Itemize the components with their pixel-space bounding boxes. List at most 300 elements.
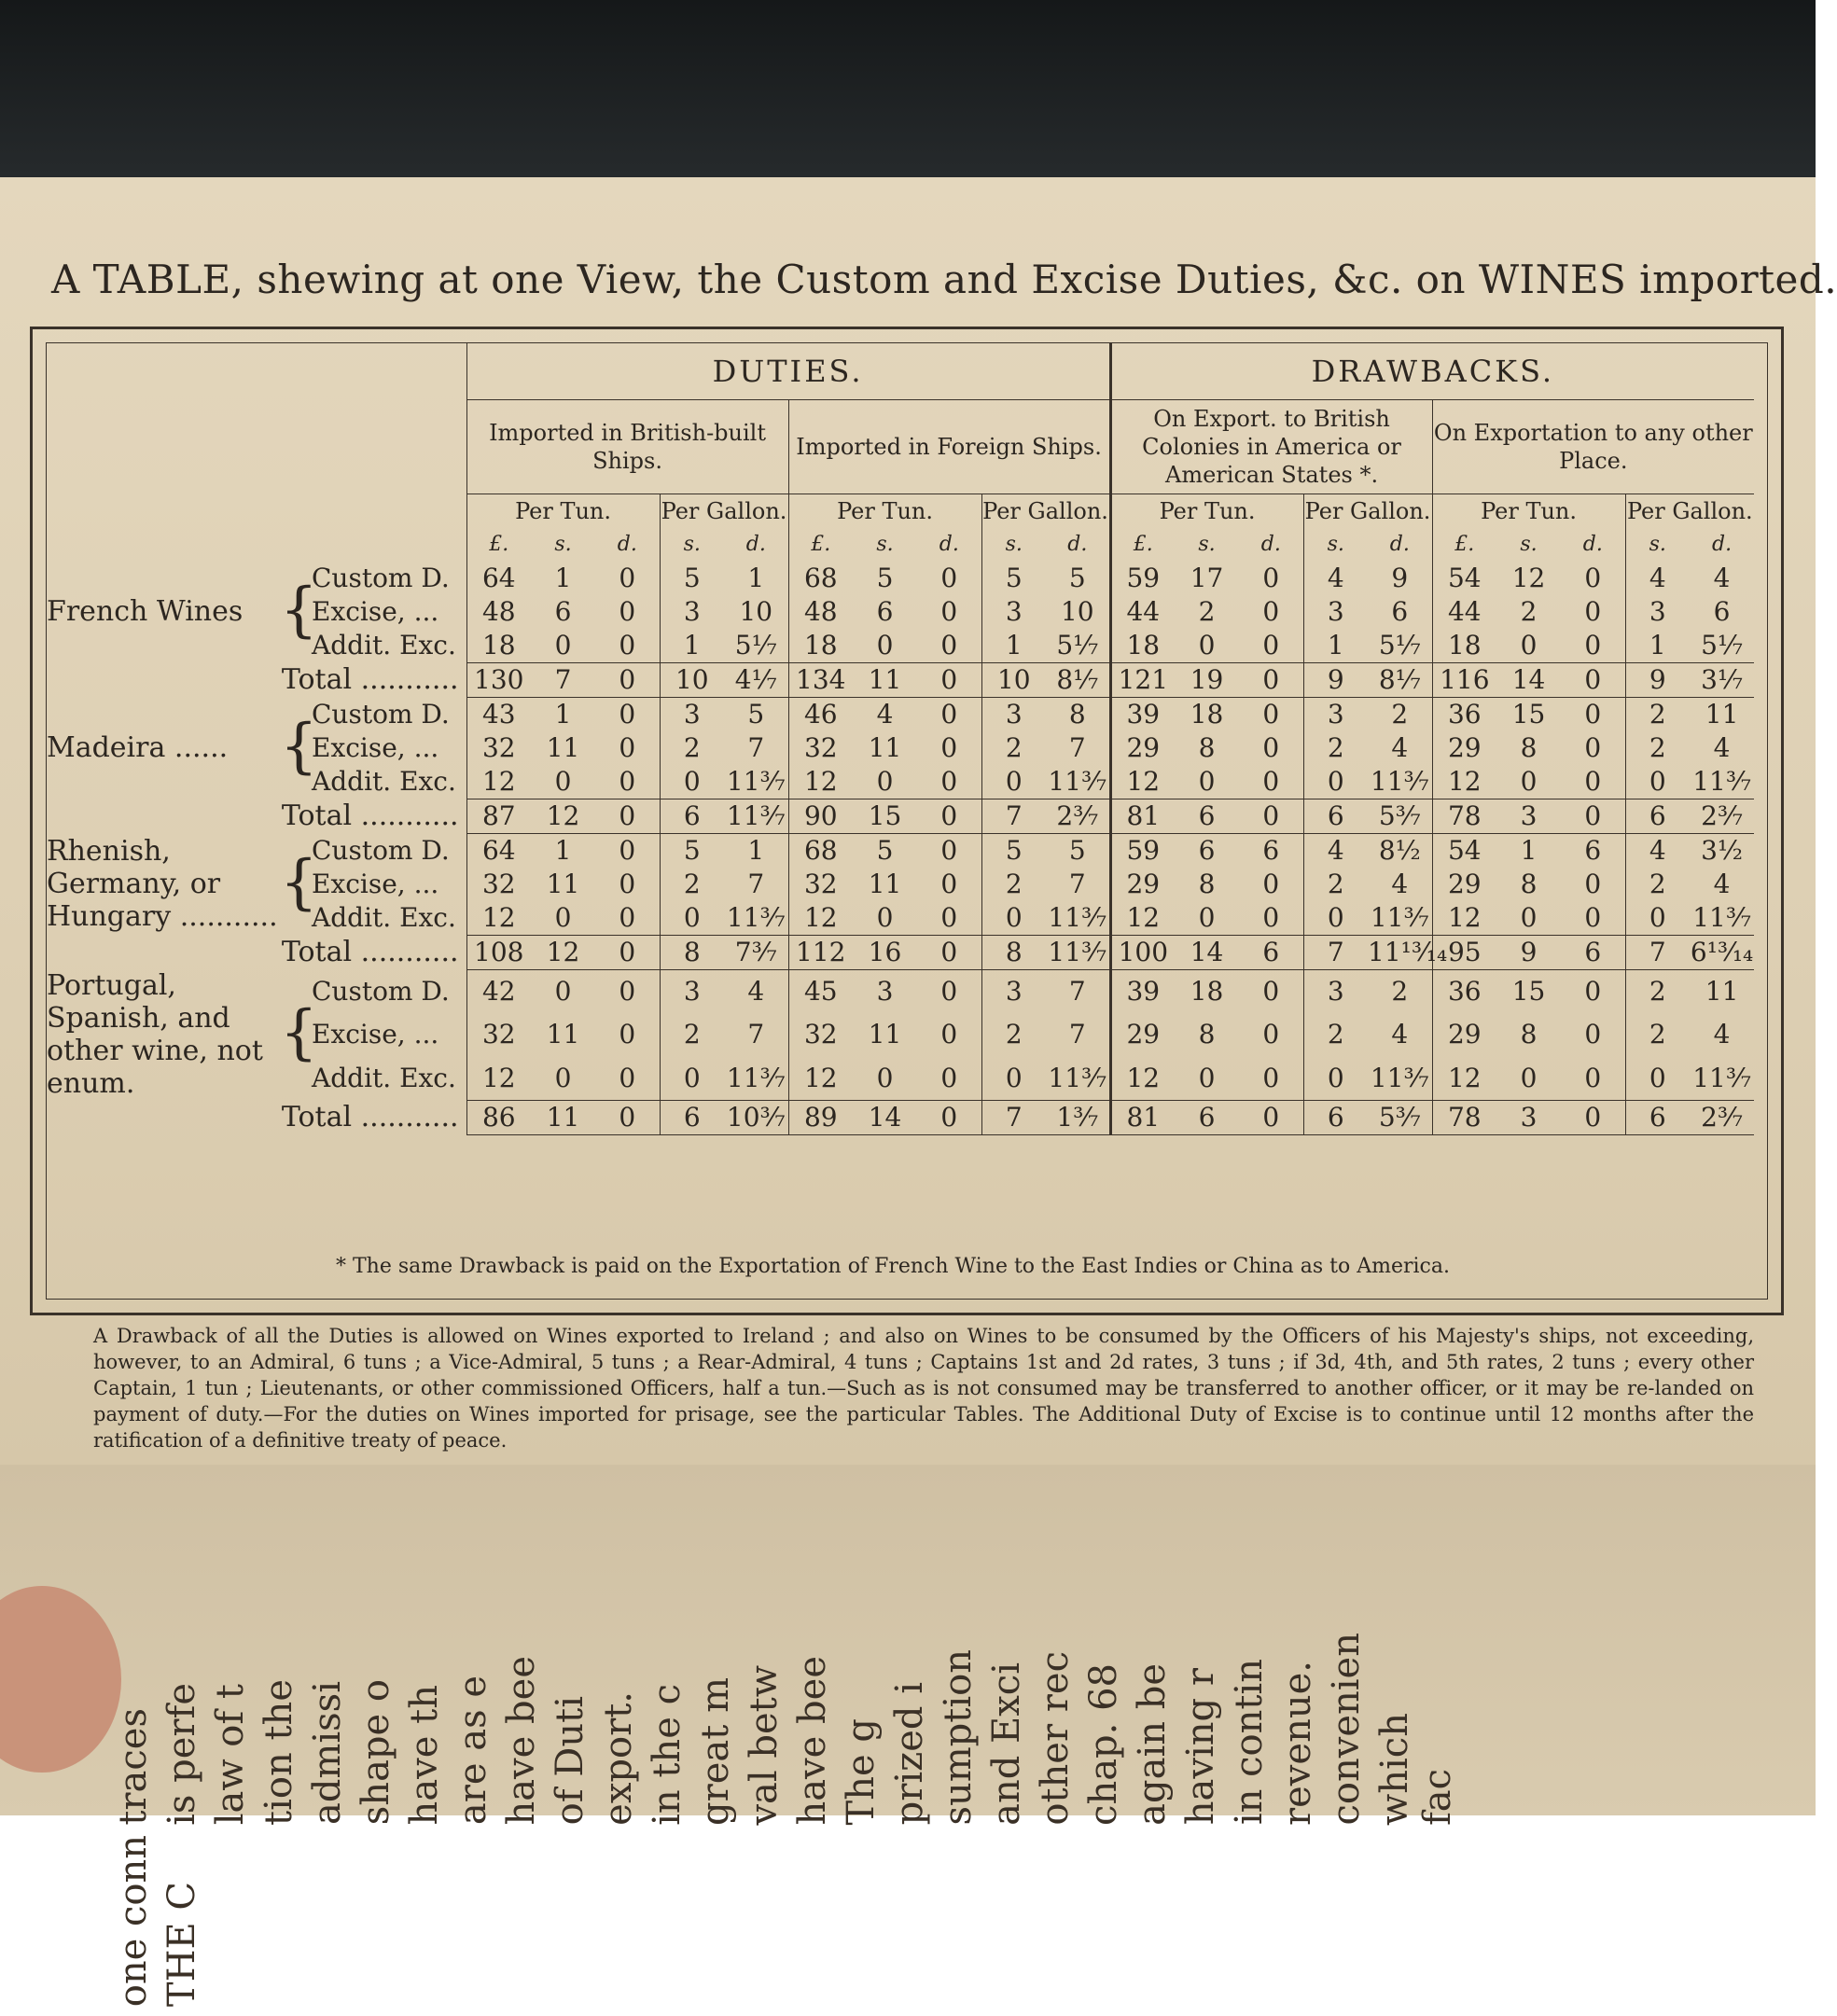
next-page-line: have th [403, 1685, 446, 1826]
table-cell: 39 [1110, 969, 1175, 1013]
table-cell: 8 [1198, 732, 1216, 763]
table-cell: 11³⁄₇ [1048, 766, 1107, 797]
unit-letter: d. [1712, 533, 1733, 556]
table-cell: 11 [868, 1019, 902, 1050]
table-cell: 0 [619, 732, 636, 763]
table-cell: 6 [1584, 835, 1602, 866]
table-cell: 0 [876, 766, 894, 797]
total-cell: 0 [595, 662, 660, 697]
table-cell: 0 [940, 596, 958, 627]
duty-item-label: Addit. Exc. [312, 1063, 456, 1094]
table-cell: 11³⁄₇ [726, 766, 786, 797]
table-cell: 4 [1391, 732, 1409, 763]
table-cell: 11 [868, 732, 902, 763]
table-cell: 0 [1625, 901, 1690, 936]
table-cell: 0 [940, 1062, 958, 1093]
unit-letter: s. [1625, 528, 1690, 562]
total-cell: 10 [981, 662, 1046, 697]
table-row [47, 562, 1754, 595]
table-cell: 0 [940, 902, 958, 933]
table-cell: 18 [1190, 976, 1224, 1008]
table-cell: 0 [1262, 732, 1280, 763]
table-cell: 7 [747, 869, 765, 899]
total-cell: 6 [660, 799, 724, 833]
table-cell: 0 [619, 699, 636, 730]
table-cell: 12 [1432, 901, 1496, 936]
total-cell: 0 [917, 935, 981, 969]
table-cell: 54 [1432, 562, 1496, 595]
unit-per-tun: Per Tun. [788, 494, 981, 528]
table-cell: 7 [1068, 869, 1086, 899]
total-cell: 0 [1239, 1100, 1303, 1134]
table-cell: 0 [940, 766, 958, 797]
table-cell: 59 [1110, 833, 1175, 868]
table-cell: 6 [1198, 835, 1216, 866]
table-cell: 29 [1110, 731, 1175, 765]
unit-letter: d. [1260, 533, 1281, 556]
table-cell: 0 [619, 869, 636, 899]
total-cell: 3 [1496, 1100, 1561, 1134]
table-cell: 0 [940, 835, 958, 866]
total-cell: 1³⁄₇ [1046, 1100, 1110, 1134]
table-cell: 3 [981, 697, 1046, 731]
total-cell: 134 [788, 662, 853, 697]
total-cell: 0 [917, 1100, 981, 1134]
total-cell: 14 [1496, 662, 1561, 697]
next-page-line: other rec [1034, 1650, 1077, 1826]
table-cell: 4 [1713, 869, 1731, 899]
table-cell: 68 [788, 562, 853, 595]
table-cell: 2 [1625, 1013, 1690, 1056]
total-cell: 19 [1175, 662, 1239, 697]
table-cell: 0 [1584, 869, 1602, 899]
table-cell: 5 [981, 833, 1046, 868]
brace: { [280, 711, 318, 781]
total-cell: 5³⁄₇ [1368, 799, 1432, 833]
table-cell: 0 [876, 630, 894, 660]
table-cell: 0 [619, 902, 636, 933]
table-cell: 29 [1432, 731, 1496, 765]
table-cell: 12 [466, 901, 531, 936]
table-cell: 0 [1520, 1062, 1538, 1093]
table-cell: 0 [1198, 1062, 1216, 1093]
table-cell: 0 [1303, 765, 1368, 799]
table-cell: 29 [1110, 1013, 1175, 1056]
total-cell: 5³⁄₇ [1368, 1100, 1432, 1134]
next-page-line: convenien [1325, 1633, 1368, 1826]
unit-per-tun: Per Tun. [1432, 494, 1625, 528]
table-cell: 11 [546, 1019, 580, 1050]
table-cell: 1 [554, 563, 572, 593]
next-page-line: THE C [160, 1881, 203, 2007]
total-cell: 81 [1110, 799, 1175, 833]
table-cell: 5 [660, 562, 724, 595]
wine-name: Portugal, Spanish, and other wine, not enum. [47, 969, 263, 1100]
brace: { [280, 575, 318, 645]
wine-name: Madeira ...... [47, 731, 229, 764]
subheader-foreign-ships: Imported in Foreign Ships. [788, 400, 1110, 494]
table-cell: 0 [1584, 596, 1602, 627]
next-page-line: chap. 68 [1082, 1662, 1125, 1826]
table-cell: 4 [1713, 732, 1731, 763]
table-cell: 2 [1625, 697, 1690, 731]
table-cell: 2 [660, 731, 724, 765]
table-cell: 39 [1110, 697, 1175, 731]
table-cell: 4 [1713, 1019, 1731, 1050]
table-cell: 12 [788, 765, 853, 799]
table-cell: 3 [1303, 969, 1368, 1013]
table-cell: 5⅐ [1056, 630, 1099, 660]
total-cell: 11³⁄₇ [724, 799, 788, 833]
unit-per-gallon: Per Gallon. [981, 494, 1110, 528]
total-cell: 6 [1561, 935, 1625, 969]
total-cell: 9 [1303, 662, 1368, 697]
table-cell: 1 [981, 629, 1046, 663]
table-cell: 11³⁄₇ [1048, 1062, 1107, 1093]
total-cell: 6¹³⁄₁₄ [1690, 937, 1754, 967]
table-cell: 0 [1584, 563, 1602, 593]
total-cell: 121 [1110, 662, 1175, 697]
total-cell: 6 [660, 1100, 724, 1134]
table-cell: 11 [546, 732, 580, 763]
table-cell: 4 [1625, 562, 1690, 595]
table-cell: 0 [1198, 630, 1216, 660]
next-page-line: revenue. [1276, 1660, 1319, 1826]
total-cell: 78 [1432, 799, 1496, 833]
table-cell: 54 [1432, 833, 1496, 868]
table-cell: 0 [1584, 732, 1602, 763]
dark-background [0, 0, 1816, 177]
unit-per-tun: Per Tun. [1110, 494, 1303, 528]
table-cell: 2 [981, 1013, 1046, 1056]
total-cell: 8 [981, 935, 1046, 969]
duty-item-label: Excise, ... [312, 1019, 439, 1050]
table-cell: 0 [554, 766, 572, 797]
unit-letter: d. [939, 533, 959, 556]
total-cell: 10 [660, 662, 724, 697]
table-cell: 1 [1520, 835, 1538, 866]
duty-item-label: Excise, ... [312, 869, 439, 899]
table-cell: 18 [1190, 699, 1224, 730]
table-cell: 0 [619, 1019, 636, 1050]
unit-letter: s. [660, 528, 724, 562]
table-cell: 0 [1262, 1019, 1280, 1050]
table-cell: 0 [619, 766, 636, 797]
table-cell: 8 [1520, 1019, 1538, 1050]
table-cell: 11³⁄₇ [1370, 902, 1429, 933]
next-page-line: and Exci [985, 1661, 1028, 1826]
unit-per-tun: Per Tun. [466, 494, 660, 528]
wine-name: Rhenish, Germany, or Hungary ........... [47, 835, 278, 933]
table-cell: 36 [1432, 969, 1496, 1013]
table-cell: 12 [1432, 765, 1496, 799]
table-cell: 5 [876, 835, 894, 866]
wine-name: French Wines [47, 595, 244, 629]
total-cell: 81 [1110, 1100, 1175, 1134]
unit-letter: s. [876, 533, 894, 556]
table-cell: 1 [554, 835, 572, 866]
table-cell: 0 [619, 976, 636, 1008]
table-cell: 1 [1625, 629, 1690, 663]
unit-per-gallon: Per Gallon. [660, 494, 788, 528]
table-cell: 4 [1391, 1019, 1409, 1050]
duty-item-label: Addit. Exc. [312, 630, 456, 661]
table-cell: 12 [788, 1056, 853, 1100]
table-row [47, 969, 1754, 1013]
table-cell: 32 [466, 1013, 531, 1056]
unit-letter: £. [1432, 528, 1496, 562]
table-cell: 36 [1432, 697, 1496, 731]
table-cell: 0 [1262, 596, 1280, 627]
unit-letter: s. [554, 533, 572, 556]
total-cell: 10³⁄₇ [724, 1100, 788, 1134]
total-cell: 12 [531, 935, 595, 969]
total-cell: 15 [853, 799, 917, 833]
table-cell: 3 [981, 969, 1046, 1013]
table-cell: 0 [940, 630, 958, 660]
table-cell: 5⅐ [734, 630, 777, 660]
total-label: Total ........... [281, 663, 459, 696]
next-page-line: sumption [937, 1648, 980, 1826]
next-page-line: in the c [646, 1683, 689, 1826]
next-page-line: is perfe [160, 1682, 203, 1826]
table-cell: 8 [1068, 699, 1086, 730]
total-label: Total ........... [281, 1101, 459, 1133]
unit-per-gallon: Per Gallon. [1303, 494, 1432, 528]
table-cell: 7 [1068, 1019, 1086, 1050]
table-row [47, 697, 1754, 731]
table-cell: 11 [546, 869, 580, 899]
table-cell: 12 [1110, 765, 1175, 799]
total-cell: 130 [466, 662, 531, 697]
total-cell: 3⅐ [1690, 662, 1754, 697]
unit-letter: s. [1520, 533, 1538, 556]
total-cell: 6 [1625, 1100, 1690, 1134]
table-cell: 59 [1110, 562, 1175, 595]
brace: { [280, 847, 318, 917]
next-page-line: have bee [791, 1655, 834, 1826]
table-cell: 32 [466, 868, 531, 901]
table-cell: 8½ [1378, 835, 1421, 866]
total-cell: 0 [1561, 662, 1625, 697]
table-cell: 5 [981, 562, 1046, 595]
total-cell: 0 [595, 799, 660, 833]
table-cell: 0 [1584, 766, 1602, 797]
table-cell: 0 [619, 1062, 636, 1093]
table-cell: 0 [554, 630, 572, 660]
total-cell: 0 [1239, 662, 1303, 697]
table-cell: 7 [1068, 732, 1086, 763]
total-cell: 0 [1561, 799, 1625, 833]
total-cell: 0 [595, 1100, 660, 1134]
drawback-note: A Drawback of all the Duties is allowed on Wines exported to Ireland ; and also on Wines to be consumed by the Officers of his Majesty's ships, not exceeding, however, to an Admiral, 6 tuns ; a Vice-Admiral, 5 tuns ; a Rear-Admiral, 4 tuns ; Captains 1st and 2d rates, 3 tuns ; if 3d, 4th, and 5th rates, 2 tuns ; every other Captain, 1 tun ; Lieutenants, or other commissioned Officers, half a tun.—Such as is not consumed may be transferred to another officer, or it may be re-landed on payment of duty.—For the duties on Wines imported for prisage, see the particular Tables. The Additional Duty of Excise is to continue until 12 months after the ratification of a definitive treaty of peace. [93, 1325, 1754, 1452]
table-cell: 0 [1198, 902, 1216, 933]
table-cell: 2 [981, 868, 1046, 901]
table-cell: 1 [747, 563, 765, 593]
table-cell: 46 [788, 697, 853, 731]
duty-item-label: Addit. Exc. [312, 766, 456, 798]
table-cell: 2 [660, 1013, 724, 1056]
total-cell: 7 [981, 799, 1046, 833]
unit-letter: s. [1198, 533, 1216, 556]
table-cell: 4 [1303, 833, 1368, 868]
duties-header: DUTIES. [466, 343, 1110, 400]
table-cell: 6 [1262, 835, 1280, 866]
total-cell: 0 [1561, 1100, 1625, 1134]
table-cell: 7 [747, 732, 765, 763]
unit-per-gallon: Per Gallon. [1625, 494, 1754, 528]
table-cell: 6 [554, 596, 572, 627]
total-cell: 7 [1303, 935, 1368, 969]
table-cell: 29 [1432, 1013, 1496, 1056]
table-cell: 2 [1625, 969, 1690, 1013]
table-cell: 5⅐ [1701, 630, 1744, 660]
table-cell: 32 [788, 1013, 853, 1056]
table-cell: 11³⁄₇ [1692, 766, 1751, 797]
table-cell: 3 [1625, 595, 1690, 629]
table-cell: 0 [981, 765, 1046, 799]
total-cell: 14 [853, 1100, 917, 1134]
table-cell: 0 [1584, 699, 1602, 730]
next-page-line: shape o [355, 1679, 397, 1826]
table-cell: 0 [1625, 1056, 1690, 1100]
total-row [47, 799, 1754, 833]
table-cell: 12 [466, 765, 531, 799]
wine-duties-table [47, 343, 1754, 1135]
table-cell: 12 [1511, 563, 1546, 593]
next-page-line: one conn [112, 1834, 155, 2007]
total-cell: 4⅐ [724, 662, 788, 697]
table-cell: 2 [1391, 976, 1409, 1008]
table-cell: 0 [1584, 1062, 1602, 1093]
table-cell: 2 [1303, 731, 1368, 765]
table-cell: 0 [1625, 765, 1690, 799]
table-cell: 0 [940, 1019, 958, 1050]
table-cell: 12 [1432, 1056, 1496, 1100]
unit-letter: s. [981, 528, 1046, 562]
next-page-line: again be [1131, 1662, 1174, 1826]
drawbacks-header: DRAWBACKS. [1110, 343, 1754, 400]
table-cell: 6 [1391, 596, 1409, 627]
table-cell: 18 [788, 629, 853, 663]
table-cell: 2 [660, 868, 724, 901]
next-page-line: have bee [500, 1655, 543, 1826]
table-cell: 0 [619, 630, 636, 660]
table-cell: 0 [660, 1056, 724, 1100]
table-cell: 0 [940, 699, 958, 730]
table-cell: 43 [466, 697, 531, 731]
table-cell: 1 [747, 835, 765, 866]
table-cell: 3½ [1701, 835, 1744, 866]
total-cell: 6 [1303, 799, 1368, 833]
duty-item-label: Custom D. [312, 975, 450, 1007]
table-cell: 8 [1198, 869, 1216, 899]
total-cell: 9 [1496, 935, 1561, 969]
table-cell: 5⅐ [1378, 630, 1421, 660]
unit-letter: d. [1389, 533, 1410, 556]
duty-item-label: Custom D. [312, 834, 450, 866]
table-cell: 3 [1303, 595, 1368, 629]
duty-item-label: Excise, ... [312, 732, 439, 763]
total-cell: 6 [1175, 799, 1239, 833]
table-cell: 17 [1190, 563, 1224, 593]
table-cell: 0 [619, 835, 636, 866]
total-cell: 100 [1110, 935, 1175, 969]
table-cell: 48 [466, 595, 531, 629]
table-cell: 5 [876, 563, 894, 593]
table-cell: 11 [868, 869, 902, 899]
next-page-line: The g [840, 1718, 883, 1826]
total-cell: 0 [917, 662, 981, 697]
table-cell: 5 [747, 699, 765, 730]
total-row [47, 662, 1754, 697]
unit-letter: d. [745, 533, 766, 556]
unit-letter: s. [1303, 528, 1368, 562]
table-cell: 2 [1391, 699, 1409, 730]
total-cell: 108 [466, 935, 531, 969]
table-cell: 1 [1303, 629, 1368, 663]
footnote: * The same Drawback is paid on the Exportation of French Wine to the East Indies or China as to America. [336, 1255, 1450, 1278]
next-page-line: export. [597, 1690, 640, 1826]
table-cell: 0 [1584, 902, 1602, 933]
total-cell: 14 [1175, 935, 1239, 969]
table-cell: 0 [1262, 766, 1280, 797]
table-cell: 2 [1520, 596, 1538, 627]
table-cell: 0 [940, 732, 958, 763]
unit-letter: £. [1110, 528, 1175, 562]
page-title: A TABLE, shewing at one View, the Custom and Excise Duties, &c. on WINES imported. [51, 257, 1837, 302]
table-cell: 12 [1110, 901, 1175, 936]
table-cell: 4 [747, 976, 765, 1008]
subheader-export-colonies: On Export. to British Colonies in America or American States *. [1110, 400, 1432, 494]
table-cell: 0 [940, 563, 958, 593]
table-cell: 0 [1262, 1062, 1280, 1093]
table-cell: 32 [788, 731, 853, 765]
total-cell: 7 [981, 1100, 1046, 1134]
next-page-line: in contin [1228, 1659, 1271, 1826]
total-row [47, 1100, 1754, 1134]
total-cell: 7 [531, 662, 595, 697]
table-cell: 9 [1391, 563, 1409, 593]
table-cell: 48 [788, 595, 853, 629]
table-cell: 1 [554, 699, 572, 730]
table-cell: 7 [1068, 976, 1086, 1008]
duty-item-label: Excise, ... [312, 596, 439, 627]
table-cell: 11³⁄₇ [1692, 902, 1751, 933]
table-cell: 18 [1110, 629, 1175, 663]
table-cell: 8 [1520, 869, 1538, 899]
table-cell: 0 [1303, 901, 1368, 936]
brace: { [280, 998, 318, 1067]
total-cell: 0 [917, 799, 981, 833]
table-cell: 0 [940, 869, 958, 899]
table-cell: 0 [619, 596, 636, 627]
table-cell: 4 [1625, 833, 1690, 868]
table-cell: 64 [466, 833, 531, 868]
next-page-line: law of t [209, 1684, 252, 1826]
table-cell: 12 [466, 1056, 531, 1100]
next-page-line: prized i [888, 1682, 931, 1826]
table-cell: 0 [1262, 976, 1280, 1008]
table-cell: 0 [554, 1062, 572, 1093]
next-page-line: having r [1179, 1668, 1222, 1826]
total-label: Total ........... [281, 936, 459, 968]
total-cell: 9 [1625, 662, 1690, 697]
next-page-line: admissi [306, 1681, 349, 1826]
table-cell: 7 [747, 1019, 765, 1050]
table-cell: 11³⁄₇ [726, 1062, 786, 1093]
table-cell: 1 [660, 629, 724, 663]
